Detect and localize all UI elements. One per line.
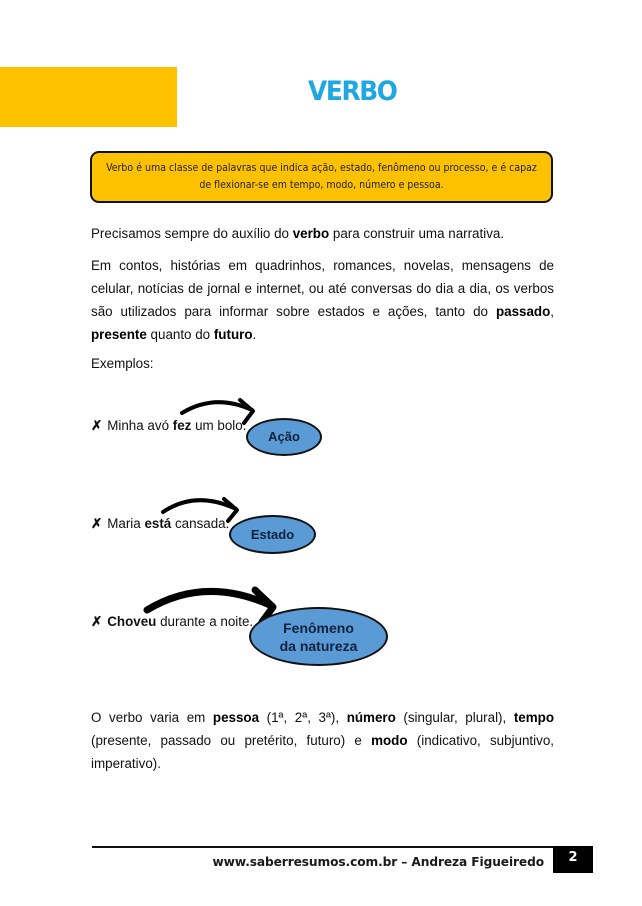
examples-heading: Exemplos: (91, 356, 154, 371)
example-item (91, 614, 253, 630)
text-run: (indicativo, subjuntivo, imperativo). (91, 733, 554, 771)
text-run: cansada. (171, 516, 230, 531)
category-ellipse-estado (229, 515, 316, 554)
text-run: Minha avó (107, 418, 173, 433)
paragraph-intro (91, 222, 554, 245)
bold-term: número (346, 710, 396, 725)
verb-highlight: fez (172, 418, 192, 433)
text-run: Maria (107, 516, 145, 531)
text-run: Em contos, histórias em quadrinhos, romances, novelas, mensagens de celular, notícias de jornal e internet, ou até conversas do dia a dia, os verbos são utilizados para informar sobre estados e ações, tanto do (91, 258, 554, 319)
verb-highlight: Choveu (107, 614, 157, 629)
label-line: da natureza (279, 637, 358, 654)
category-ellipse-fenomeno (249, 607, 388, 666)
text-run: . (252, 327, 257, 342)
category-label (280, 619, 358, 655)
example-item (91, 516, 229, 532)
x-mark-icon: ✗ (91, 614, 103, 629)
text-run: , (550, 304, 554, 319)
text-run: um bolo. (191, 418, 247, 433)
bold-term: verbo (292, 226, 330, 241)
text-run: O verbo varia em (91, 710, 213, 725)
footer-divider (92, 846, 553, 848)
x-mark-icon: ✗ (91, 418, 103, 433)
definition-text: Verbo é uma classe de palavras que indica ação, estado, fenômeno ou processo, e é capaz de flexionar-se em tempo, modo, número e pessoa. (106, 162, 537, 191)
category-label: Ação (268, 429, 300, 444)
definition-box (90, 151, 553, 203)
label-line: Fenômeno (283, 619, 354, 636)
bold-term: presente (91, 327, 147, 342)
verb-highlight: está (144, 516, 172, 531)
example-item (91, 418, 246, 434)
x-mark-icon: ✗ (91, 516, 103, 531)
text-run: (singular, plural), (395, 710, 514, 725)
text-run: quanto do (146, 327, 214, 342)
category-ellipse-acao (246, 418, 322, 456)
bold-term: modo (371, 733, 408, 748)
page-number: 2 (553, 846, 593, 873)
bold-term: pessoa (212, 710, 260, 725)
bold-term: futuro (213, 327, 253, 342)
paragraph-usage (91, 254, 554, 346)
text-run: durante a noite. (156, 614, 254, 629)
text-run: para construir uma narrativa. (329, 226, 505, 241)
bold-term: tempo (513, 710, 555, 725)
text-run: Precisamos sempre do auxílio do (91, 226, 293, 241)
page-title: VERBO (308, 76, 397, 107)
bold-term: passado (495, 304, 551, 319)
text-run: (presente, passado ou pretérito, futuro) e (91, 733, 372, 748)
footer-credit: www.saberresumos.com.br – Andreza Figueiredo (212, 855, 544, 869)
paragraph-variation (91, 706, 554, 775)
category-label: Estado (250, 526, 295, 542)
text-run: (1ª, 2ª, 3ª), (259, 710, 347, 725)
